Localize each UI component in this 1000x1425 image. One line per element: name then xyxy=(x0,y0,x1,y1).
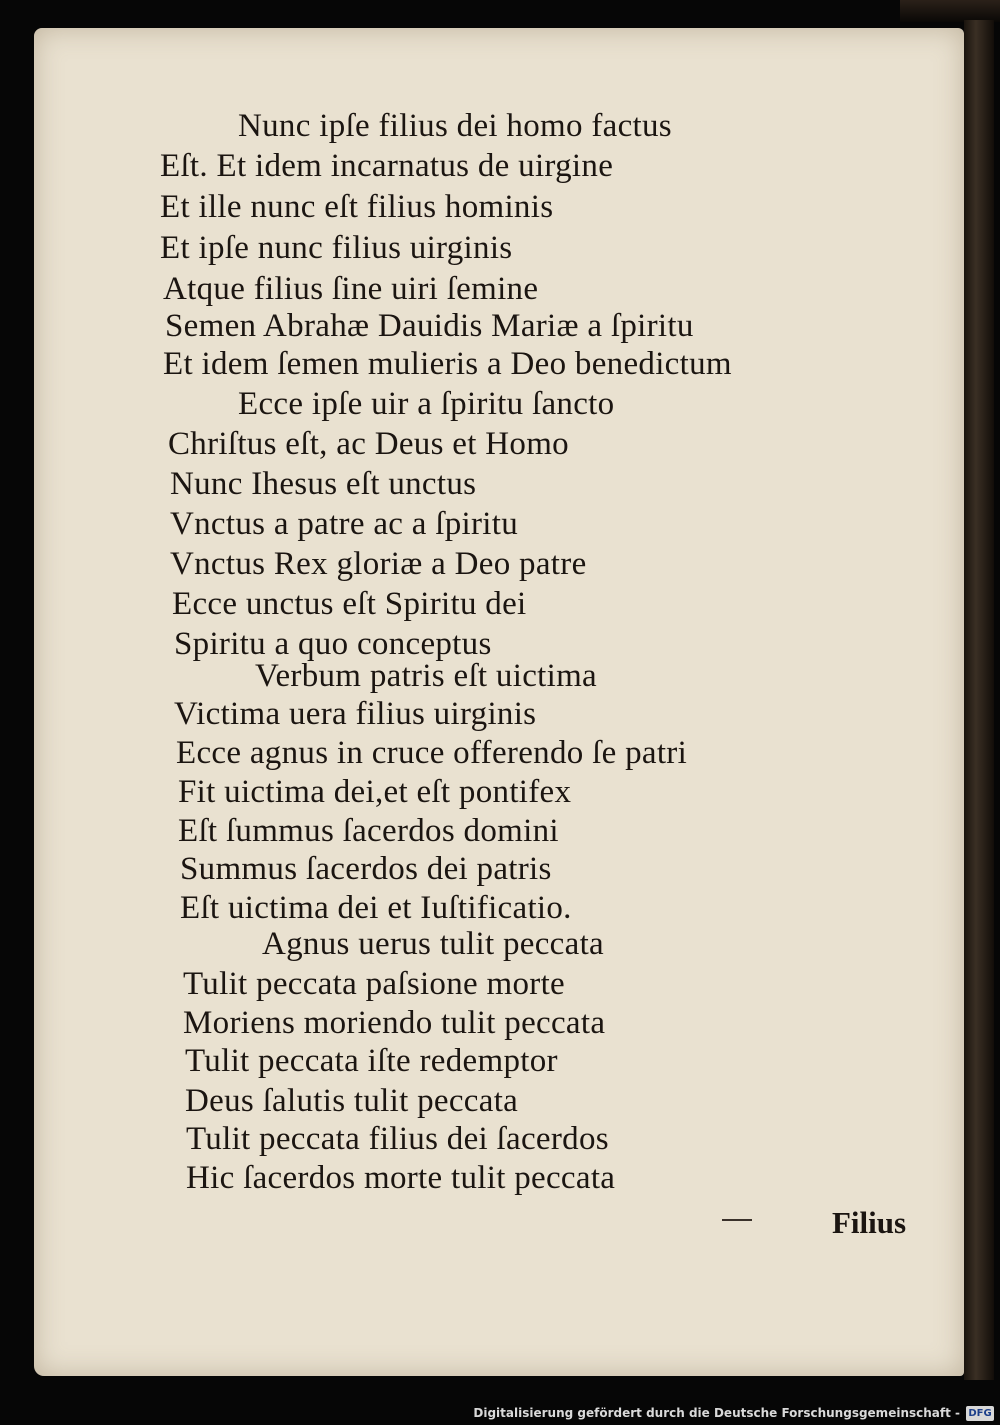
text-line: Eſt ſummus ſacerdos domini xyxy=(178,813,559,849)
text-line: Eſt uictima dei et Iuſtificatio. xyxy=(180,890,572,926)
dfg-logo: DFG xyxy=(966,1406,994,1421)
text-line: Semen Abrahæ Dauidis Mariæ a ſpiritu xyxy=(165,308,694,344)
text-line: Deus ſalutis tulit peccata xyxy=(185,1083,519,1119)
text-line: Agnus uerus tulit peccata xyxy=(262,926,604,962)
text-line: Spiritu a quo conceptus xyxy=(174,626,492,662)
footer-credit: Digitalisierung gefördert durch die Deutsche Forschungsgemeinschaft - xyxy=(473,1406,960,1420)
text-line: Tulit peccata paſsione morte xyxy=(183,966,566,1002)
catchword: Filius xyxy=(832,1205,907,1240)
text-line: Eſt. Et idem incarnatus de uirgine xyxy=(160,148,614,184)
text-line: Vnctus a patre ac a ſpiritu xyxy=(170,506,519,542)
text-line: Chriſtus eſt, ac Deus et Homo xyxy=(168,426,569,462)
text-line: Ecce unctus eſt Spiritu dei xyxy=(172,586,527,622)
text-line: Ecce agnus in cruce offerendo ſe patri xyxy=(176,735,688,771)
text-line: Victima uera filius uirginis xyxy=(174,696,537,732)
book-edge xyxy=(964,20,994,1380)
text-line: Nunc Ihesus eſt unctus xyxy=(170,466,477,502)
text-line: Et idem ſemen mulieris a Deo benedictum xyxy=(163,346,732,382)
text-line: Tulit peccata filius dei ſacerdos xyxy=(186,1121,609,1157)
text-line: Ecce ipſe uir a ſpiritu ſancto xyxy=(238,386,615,422)
text-line: Fit uictima dei,et eſt pontifex xyxy=(178,774,572,810)
text-line: Tulit peccata iſte redemptor xyxy=(185,1043,558,1079)
text-line: Verbum patris eſt uictima xyxy=(255,658,597,694)
text-line: Hic ſacerdos morte tulit peccata xyxy=(186,1160,616,1196)
text-line: Et ille nunc eſt filius hominis xyxy=(160,189,554,225)
text-line: Moriens moriendo tulit peccata xyxy=(183,1005,606,1041)
text-line: Summus ſacerdos dei patris xyxy=(180,851,552,887)
margin-mark xyxy=(722,1219,752,1221)
text-line: Et ipſe nunc filius uirginis xyxy=(160,230,513,266)
text-line: Nunc ipſe filius dei homo factus xyxy=(238,108,672,144)
text-line: Vnctus Rex gloriæ a Deo patre xyxy=(170,546,587,582)
binding-top-strip xyxy=(900,0,1000,22)
text-line: Atque filius ſine uiri ſemine xyxy=(163,271,539,307)
